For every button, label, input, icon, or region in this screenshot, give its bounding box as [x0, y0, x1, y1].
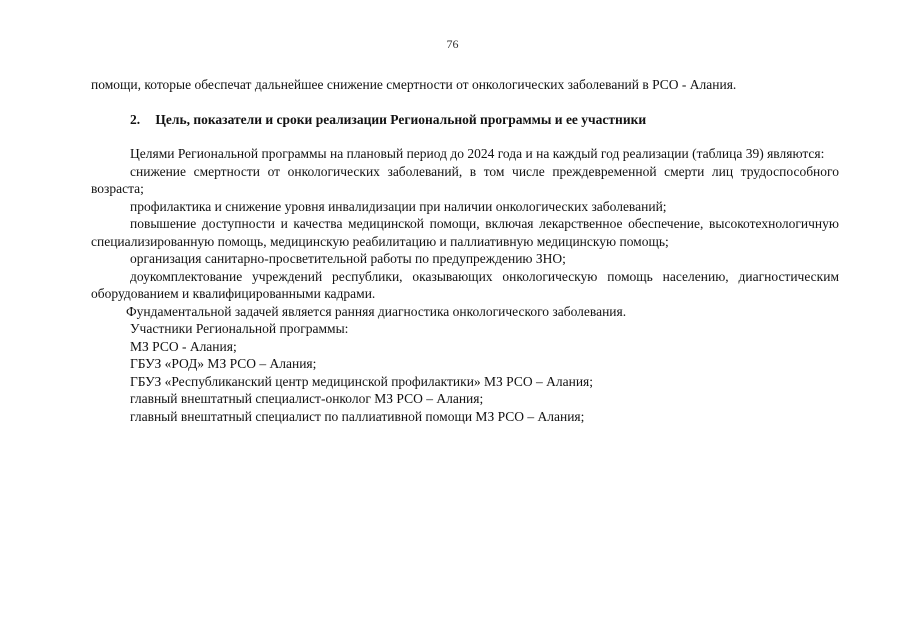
intro-line: помощи, которые обеспечат дальнейшее снижение смертности от онкологических заболеваний в РСО - Алания. [91, 77, 737, 92]
page-number: 76 [446, 37, 459, 51]
goal-item: профилактика и снижение уровня инвалидизации при наличии онкологических заболеваний; [130, 198, 667, 214]
participants-intro: Участники Региональной программы: [130, 321, 349, 336]
section-title: Цель, показатели и сроки реализации Региональной программы и ее участники [155, 111, 647, 127]
goal-item: доукомплектование учреждений республики, оказывающих онкологическую помощь населению, диагностическим оборудованием и квалифицированными кадрами. [91, 268, 839, 301]
goal-item: организация санитарно-просветительной работы по предупреждению ЗНО; [130, 251, 566, 266]
goal-item: повышение доступности и качества медицинской помощи, включая лекарственное обеспечение, высокотехнологичную специализированную помощь, медицинскую реабилитацию и паллиативную медицинскую помощь; [91, 216, 839, 249]
main-task: Фундаментальной задачей является ранняя диагностика онкологического заболевания. [126, 303, 627, 319]
participant-item: ГБУЗ «Республиканский центр медицинской профилактики» МЗ РСО – Алания; [130, 373, 594, 389]
section-heading [91, 111, 839, 129]
participant-item: МЗ РСО - Алания; [130, 338, 237, 354]
participant-item: ГБУЗ «РОД» МЗ РСО – Алания; [130, 356, 317, 371]
participant-item: главный внештатный специалист по паллиативной помощи МЗ РСО – Алания; [130, 408, 585, 424]
goal-item: снижение смертности от онкологических заболеваний, в том числе преждевременной смерти лиц трудоспособного возраста; [91, 163, 839, 196]
section-number: 2. [130, 111, 141, 127]
participant-item: главный внештатный специалист-онколог МЗ РСО – Алания; [130, 391, 484, 406]
document-body [91, 76, 839, 425]
goals-intro: Целями Региональной программы на плановый период до 2024 года и на каждый год реализации (таблица 39) являются: [130, 146, 825, 161]
